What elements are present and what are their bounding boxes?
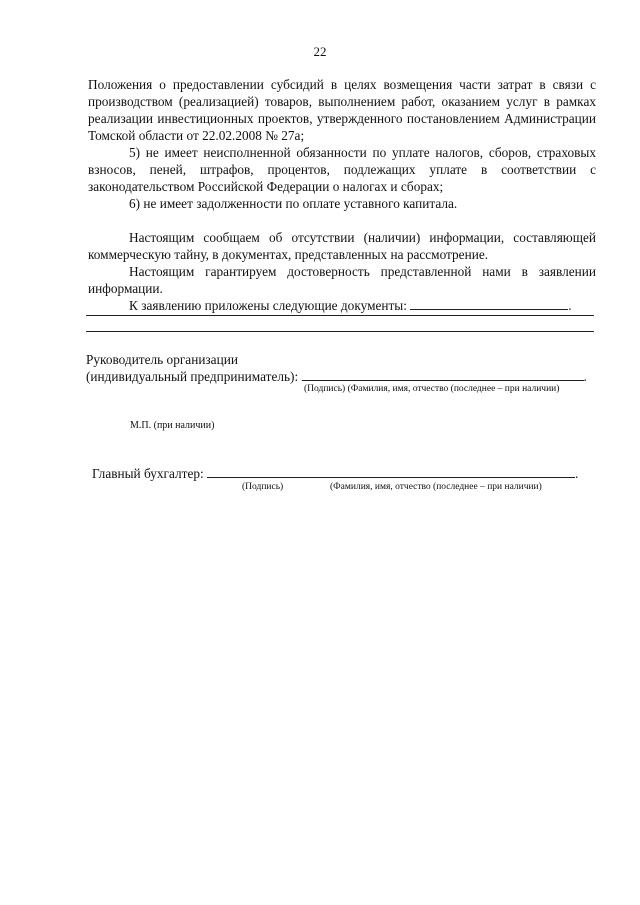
chief-accountant-signature-line: Главный бухгалтер: .	[92, 466, 579, 481]
accountant-name-caption: (Фамилия, имя, отчество (последнее – при наличии)	[330, 482, 542, 492]
head-signature-blank	[302, 368, 584, 381]
accountant-signature-caption: (Подпись)	[242, 482, 284, 492]
chief-accountant-label: Главный бухгалтер:	[92, 466, 204, 481]
paragraph-trade-secret: Настоящим сообщаем об отсутствии (наличии) информации, составляющей коммерческую тайну, в документах, представленных на рассмотрение.	[88, 230, 596, 262]
head-signature-caption: (Подпись) (Фамилия, имя, отчество (последнее – при наличии)	[304, 384, 560, 394]
page-number: 22	[313, 44, 327, 59]
paragraph-regulation-reference: Положения о предоставлении субсидий в целях возмещения части затрат в связи с производством (реализацией) товаров, выполнением работ, оказанием услуг в рамках реализации инвестиционных проектов, утвержденного постановлением Администрации Томской области от 22.02.2008 № 27а;	[88, 77, 596, 143]
blank-line-2	[86, 331, 594, 332]
document-body	[88, 76, 596, 314]
head-of-organization-label: Руководитель организации	[86, 352, 238, 367]
head-signature-line: (индивидуальный предприниматель): .	[86, 369, 587, 384]
attached-documents-blank	[410, 297, 568, 310]
paragraph-item-6: 6) не имеет задолженности по оплате уставного капитала.	[129, 196, 458, 211]
paragraph-guarantee: Настоящим гарантируем достоверность представленной нами в заявлении информации.	[88, 264, 596, 296]
entrepreneur-label: (индивидуальный предприниматель):	[86, 369, 299, 384]
chief-accountant-blank	[207, 465, 575, 478]
paragraph-item-5: 5) не имеет неисполненной обязанности по уплате налогов, сборов, страховых взносов, пеней, штрафов, процентов, подлежащих уплате в соответствии с законодательством Российской Федерации о налогах и сборах;	[88, 145, 596, 194]
attached-documents-label: К заявлению приложены следующие документы:	[129, 298, 407, 313]
paragraph-attached-documents: К заявлению приложены следующие документы: .	[129, 298, 572, 313]
stamp-label: М.П. (при наличии)	[130, 420, 215, 431]
blank-line-1	[86, 315, 594, 316]
